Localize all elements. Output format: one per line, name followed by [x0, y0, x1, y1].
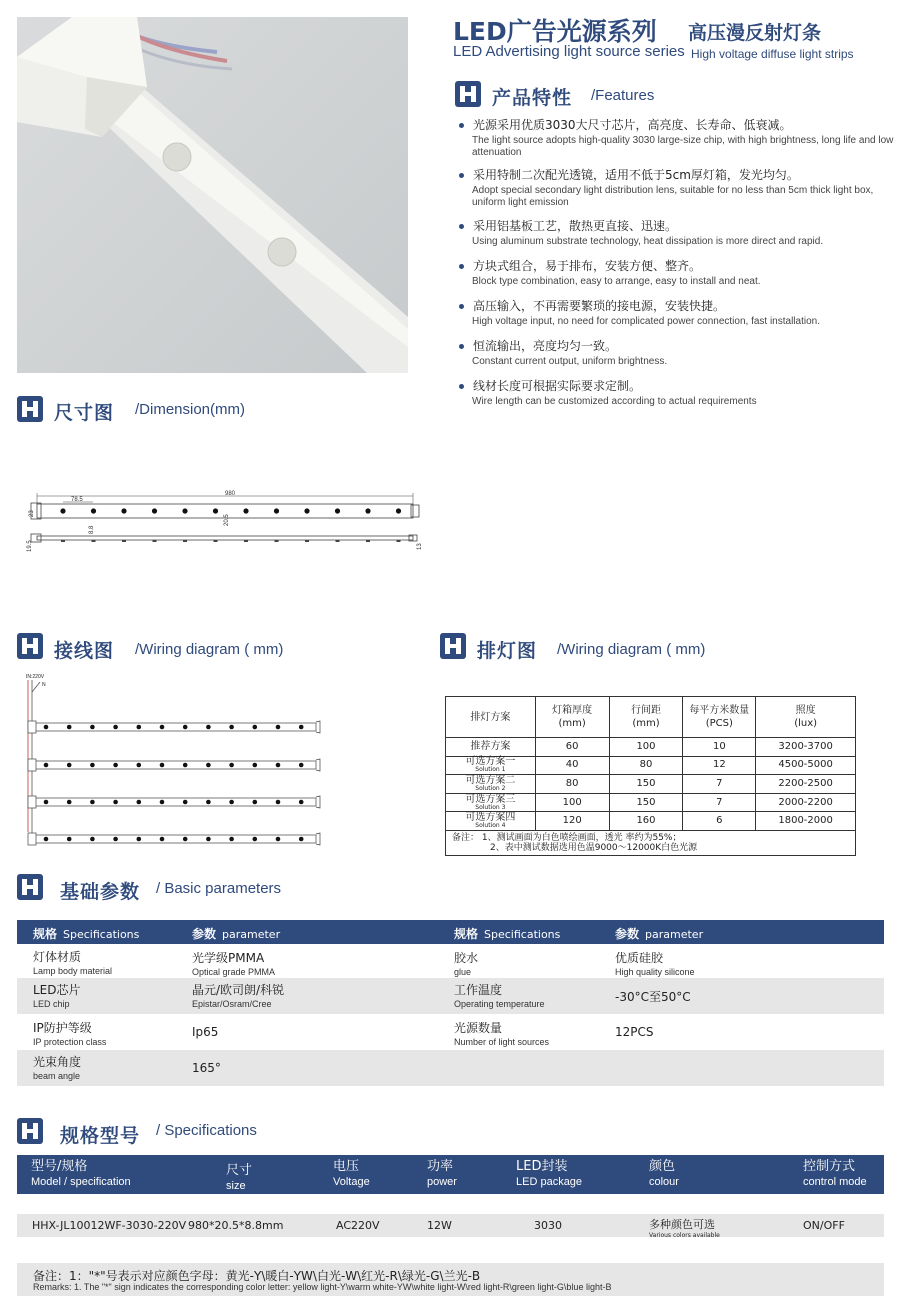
feature-item: 采用铝基板工艺，散热更直接、迅速。 Using aluminum substrate technology, heat dissipation is more direct and rapid. [458, 218, 898, 248]
led-bump [61, 540, 65, 542]
led-dot [160, 800, 165, 805]
wiring-title: 接线图 [54, 640, 115, 662]
remarks-cn: 备注：1："*"号表示对应颜色字母：黄光-Y\暖白-YW\白光-W\红光-R\绿光-G\兰光-B [33, 1269, 481, 1283]
wiring-drawing [20, 672, 325, 847]
led-dot [335, 508, 340, 513]
table-row: 可选方案四 Solution 4 120 160 6 1800-2000 [446, 812, 856, 831]
table-note: 2、表中测试数据选用色温9000～12000K白色光源 [490, 842, 698, 853]
table-header: 颜色 colour [649, 1159, 679, 1188]
table-header: LED封装 LED package [516, 1159, 583, 1188]
led-dot [276, 837, 281, 842]
led-dot [183, 837, 188, 842]
dim-height-left-label: 19.5 [27, 540, 33, 552]
feature-item: 恒流输出，亮度均匀一致。 Constant current output, uniform brightness. [458, 338, 898, 368]
section-h-icon [17, 396, 43, 422]
led-dot [274, 508, 279, 513]
led-dot [183, 800, 188, 805]
led-dot [137, 800, 142, 805]
remarks [17, 1263, 884, 1296]
section-h-icon [17, 874, 43, 900]
table-row: 可选方案一 Solution 1 40 80 12 4500-5000 [446, 756, 856, 775]
dimension-drawing [25, 488, 435, 554]
led-dot [67, 763, 72, 768]
table-row: 推荐方案 60 100 10 3200-3700 [446, 738, 856, 757]
led-dot [152, 508, 157, 513]
table-header: 排灯方案 [446, 697, 536, 738]
led-bump [366, 540, 370, 542]
table-header: 型号/规格 Model / specification [31, 1159, 131, 1188]
led-dot [229, 837, 234, 842]
led-bump [275, 540, 279, 542]
led-dot [206, 837, 211, 842]
led-dot [213, 508, 218, 513]
dimension-title: 尺寸图 [54, 402, 115, 424]
led-dot [299, 725, 304, 730]
led-dot [299, 763, 304, 768]
led-bump [336, 540, 340, 542]
led-dot [67, 837, 72, 842]
table-row: IP防护等级 IP protection class Ip65 光源数量 Number of light sources 12PCS [33, 1021, 654, 1047]
led-dot [137, 763, 142, 768]
led-dot [160, 763, 165, 768]
led-dot [90, 837, 95, 842]
table-header-row: 规格 Specifications 参数 parameter 规格 Specifications 参数 parameter [17, 920, 884, 944]
led-dot [60, 508, 65, 513]
wiring-n-label: N [42, 682, 46, 688]
table-header-row [446, 697, 856, 738]
led-dot [183, 763, 188, 768]
dim-end-width-label: 23 [29, 510, 35, 517]
led-dot [206, 800, 211, 805]
layout-title-en: /Wiring diagram ( mm) [557, 641, 706, 658]
led-dot [299, 837, 304, 842]
led-dot [253, 763, 258, 768]
section-h-icon [17, 1118, 43, 1144]
table-header: 每平方米数量 (PCS) [683, 697, 756, 738]
led-dot [229, 725, 234, 730]
main-subtitle-en: High voltage diffuse light strips [691, 47, 854, 61]
table-header: 行间距 (mm) [609, 697, 683, 738]
led-dot [137, 837, 142, 842]
dimension-title-en: /Dimension(mm) [135, 401, 246, 418]
led-dots [60, 508, 401, 513]
led-dot [113, 837, 118, 842]
led-dot [90, 763, 95, 768]
led-bump [183, 540, 187, 542]
light-strip-illustration [17, 17, 408, 373]
wiring-title-en: /Wiring diagram ( mm) [135, 641, 284, 658]
led-dot [396, 508, 401, 513]
led-dot [90, 800, 95, 805]
led-bump [305, 540, 309, 542]
led-dot [44, 837, 49, 842]
remarks-en: Remarks: 1. The "*" sign indicates the corresponding color letter: yellow light-Y\warm white-YW\white light-W\red light-R\green light-G\blue light-B [33, 1282, 612, 1292]
led-dot [229, 800, 234, 805]
section-h-icon [17, 633, 43, 659]
feature-item: 线材长度可根据实际要求定制。 Wire length can be customized according to actual requirements [458, 378, 898, 408]
main-title-en: LED Advertising light source series [453, 43, 685, 60]
led-dot [160, 725, 165, 730]
basic-title-en: / Basic parameters [156, 880, 282, 897]
wiring-strip [28, 759, 320, 771]
wiring-strip [28, 833, 320, 845]
dim-length-label: 980 [225, 491, 236, 497]
section-h-icon [455, 81, 481, 107]
wiring-strips [28, 721, 320, 845]
layout-title: 排灯图 [477, 640, 538, 662]
led-dot [206, 725, 211, 730]
table-note: 备注： 1、测试画面为白色喷绘画面，透光 率约为55%； [452, 832, 682, 843]
led-dot [113, 800, 118, 805]
product-photo [17, 17, 408, 373]
led-dot [276, 725, 281, 730]
led-dot [299, 800, 304, 805]
led-dot [365, 508, 370, 513]
led-dot [44, 800, 49, 805]
feature-item: 方块式组合，易于排布，安装方便、整齐。 Block type combination, easy to arrange, easy to install and neat. [458, 258, 898, 288]
basic-parameters-table [17, 920, 884, 1086]
table-row: 可选方案三 Solution 3 100 150 7 2000-2200 [446, 793, 856, 812]
features-title: 产品特性 [492, 87, 573, 109]
led-dot [67, 725, 72, 730]
led-dot [253, 725, 258, 730]
table-header: 灯箱厚度 (mm) [535, 697, 609, 738]
feature-item: 采用特制二次配光透镜，适用不低于5cm厚灯箱，发光均匀。 Adopt special secondary light distribution lens, suitable for no less than 5cm thick light box, uniform light emission [458, 167, 898, 209]
specs-header-row [17, 1155, 884, 1194]
led-dot [182, 508, 187, 513]
table-row: HHX-JL10012WF-3030-220V 980*20.5*8.8mm AC220V 12W 3030 多种颜色可选 Various colors available ON/OFF [17, 1214, 884, 1237]
main-subtitle: 高压漫反射灯条 [688, 22, 822, 44]
led-dot [44, 763, 49, 768]
table-row: 灯体材质 Lamp body material 光学级PMMA Optical grade PMMA 胶水 glue 优质硅胶 High quality silicone [33, 950, 695, 977]
section-h-icon [440, 633, 466, 659]
table-header: 电压 Voltage [333, 1159, 370, 1188]
led-dot [183, 725, 188, 730]
led-dot [121, 508, 126, 513]
led-bump [122, 540, 126, 542]
specs-title: 规格型号 [60, 1125, 141, 1147]
table-header: 尺寸 size [226, 1163, 253, 1192]
led-dot [90, 725, 95, 730]
table-note-row [446, 830, 856, 855]
table-row: 可选方案二 Solution 2 80 150 7 2200-2500 [446, 775, 856, 794]
led-dot [206, 763, 211, 768]
led-dot [160, 837, 165, 842]
dim-led-label: 8.8 [89, 525, 95, 534]
led-dot [253, 800, 258, 805]
feature-item: 高压输入，不再需要繁琐的接电源，安装快捷。 High voltage input, no need for complicated power connection, fast installation. [458, 298, 898, 328]
wiring-strip [28, 796, 320, 808]
table-row: 光束角度 beam angle 165° [17, 1050, 884, 1086]
led-dot [67, 800, 72, 805]
wiring-strip [28, 721, 320, 733]
led-bump [153, 540, 157, 542]
led-bump [214, 540, 218, 542]
specs-title-en: / Specifications [156, 1122, 257, 1139]
led-dot [44, 725, 49, 730]
led-bump [244, 540, 248, 542]
features-title-en: /Features [591, 87, 655, 104]
table-header: 照度 (lux) [756, 697, 856, 738]
main-title: LED广告光源系列 [453, 17, 657, 46]
led-dot [113, 725, 118, 730]
led-dot [276, 800, 281, 805]
led-dot [243, 508, 248, 513]
dim-pitch-label: 78.5 [71, 497, 83, 503]
table-row: LED芯片 LED chip 晶元/欧司朗/科锐 Epistar/Osram/Cree 工作温度 Operating temperature -30°C至50°C [17, 978, 884, 1014]
led-dot [253, 837, 258, 842]
layout-table [445, 696, 856, 856]
led-dot [229, 763, 234, 768]
table-header: 控制方式 control mode [803, 1159, 867, 1188]
wiring-input-label: IN:220V [26, 674, 45, 680]
led-bump [92, 540, 96, 542]
dim-width-label: 20.5 [224, 514, 230, 526]
table-header: 功率 power [427, 1159, 457, 1188]
led-dot [113, 763, 118, 768]
dim-height-right-label: 13 [417, 543, 423, 550]
led-dot [304, 508, 309, 513]
led-dot [91, 508, 96, 513]
led-dot [137, 725, 142, 730]
led-bump [397, 540, 401, 542]
feature-item: 光源采用优质3030大尺寸芯片，高亮度、长寿命、低衰减。 The light source adopts high-quality 3030 large-size chip, with high brightness, long life and low attenuation [458, 117, 898, 159]
led-dot [276, 763, 281, 768]
basic-title: 基础参数 [60, 881, 141, 903]
